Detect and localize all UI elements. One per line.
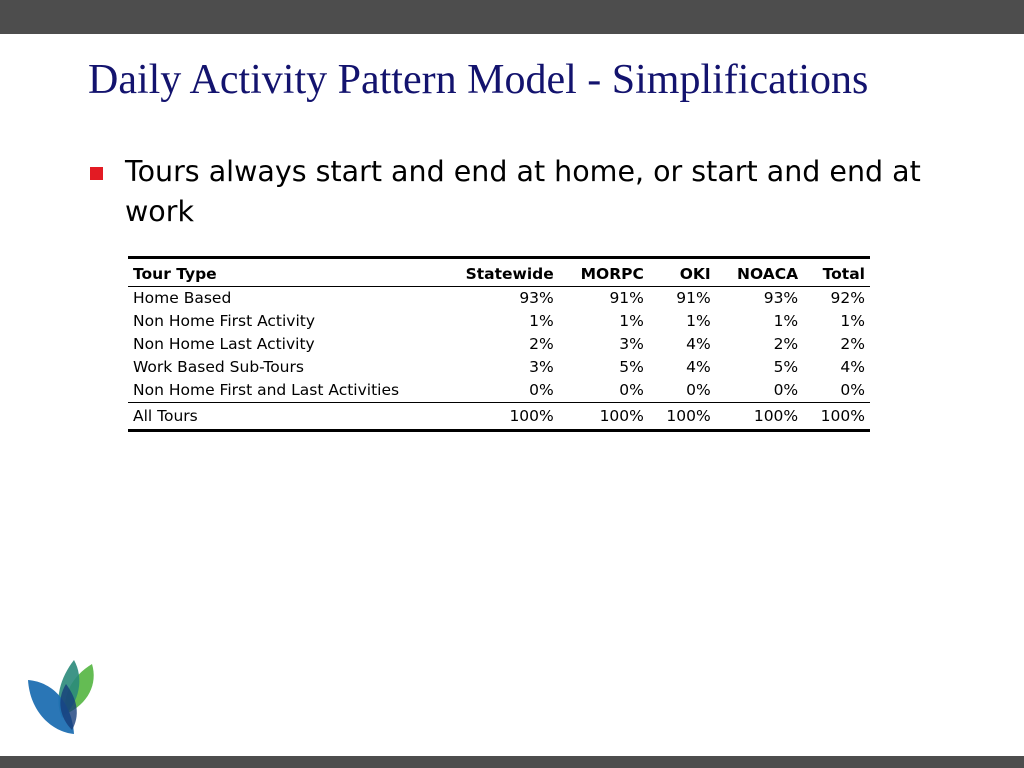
row-label: All Tours (128, 403, 438, 431)
cell-oki: 100% (649, 403, 716, 431)
cell-statewide: 0% (529, 381, 554, 399)
cell-statewide: 93% (519, 289, 554, 307)
slide-title: Daily Activity Pattern Model - Simplifications (88, 57, 869, 103)
cell-noaca: 5% (773, 358, 799, 376)
cell-noaca: 2% (773, 335, 799, 353)
table-row (128, 287, 870, 311)
header-morpc: MORPC (559, 258, 649, 287)
table-total-row (128, 403, 870, 431)
table-header-row (128, 258, 870, 287)
bottom-frame-bar (0, 756, 1024, 768)
row-label: Non Home First Activity (133, 312, 316, 330)
cell-oki: 4% (686, 358, 711, 376)
row-label: Home Based (133, 289, 232, 307)
cell-total: 0% (840, 381, 865, 399)
table-row (128, 356, 870, 379)
cell-total: 4% (840, 358, 865, 376)
cell-oki: 91% (676, 289, 711, 307)
cell-total: 2% (840, 335, 865, 353)
cell-morpc: 1% (619, 312, 644, 330)
cell-statewide: 1% (529, 312, 554, 330)
red-square-bullet-icon (90, 167, 103, 180)
cell-statewide: 3% (529, 358, 554, 376)
row-label: Non Home First and Last Activities (133, 381, 400, 399)
cell-noaca: 100% (716, 403, 803, 431)
bullet-text: Tours always start and end at home, or start and end at work (125, 155, 921, 228)
cell-total: 92% (830, 289, 865, 307)
cell-morpc: 91% (609, 289, 644, 307)
top-frame-bar (0, 0, 1024, 34)
cell-morpc: 0% (619, 381, 644, 399)
cell-noaca: 93% (763, 289, 799, 307)
cell-statewide: 2% (529, 335, 554, 353)
cell-oki: 4% (686, 335, 711, 353)
table-row (128, 379, 870, 403)
tour-type-table (128, 256, 870, 432)
cell-oki: 1% (686, 312, 711, 330)
table-row (128, 310, 870, 333)
leaf-logo-icon (26, 656, 98, 736)
cell-noaca: 0% (773, 381, 799, 399)
cell-morpc: 3% (619, 335, 644, 353)
header-noaca: NOACA (716, 258, 803, 287)
row-label: Work Based Sub-Tours (133, 358, 304, 376)
header-statewide: Statewide (438, 258, 559, 287)
cell-morpc: 5% (619, 358, 644, 376)
header-oki: OKI (649, 258, 716, 287)
cell-statewide: 100% (438, 403, 559, 431)
header-total: Total (803, 258, 870, 287)
cell-oki: 0% (686, 381, 711, 399)
cell-noaca: 1% (773, 312, 799, 330)
cell-total: 1% (840, 312, 865, 330)
table-row (128, 333, 870, 356)
row-label: Non Home Last Activity (133, 335, 315, 353)
cell-total: 100% (803, 403, 870, 431)
cell-morpc: 100% (559, 403, 649, 431)
header-tour-type: Tour Type (128, 258, 438, 287)
